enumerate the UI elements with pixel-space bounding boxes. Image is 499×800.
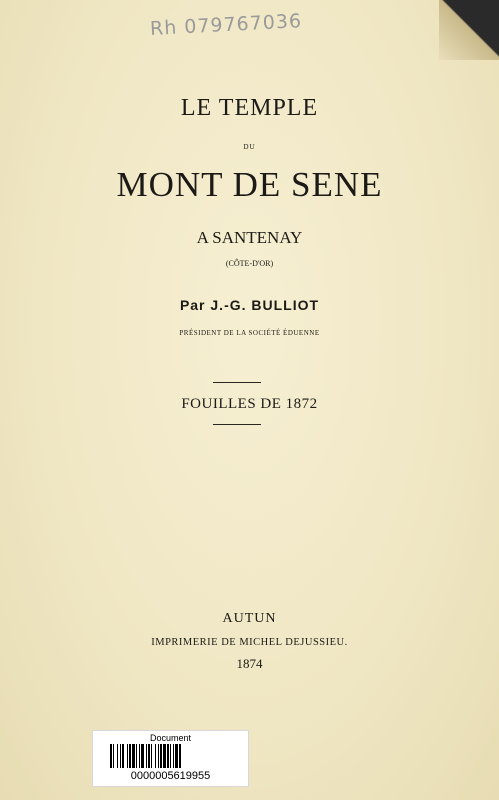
library-barcode-label — [92, 730, 249, 787]
handwritten-shelfmark: Rh 079767036 — [149, 10, 303, 40]
title-line-2: MONT DE SENE — [116, 165, 383, 204]
title-line-1: LE TEMPLE — [180, 95, 319, 121]
title-place: A SANTENAY — [196, 228, 303, 247]
label-title: Document — [149, 733, 192, 743]
divider-bottom — [213, 424, 261, 425]
title-region: (CÔTE-D'OR) — [225, 259, 274, 268]
subtitle: FOUILLES DE 1872 — [181, 396, 318, 412]
author-role: PRÉSIDENT DE LA SOCIÉTÉ ÉDUENNE — [179, 329, 320, 337]
author-byline: Par J.-G. BULLIOT — [179, 297, 320, 313]
title-du: DU — [243, 143, 256, 151]
imprint-city: AUTUN — [222, 611, 277, 626]
imprint-year: 1874 — [236, 656, 263, 671]
barcode-icon — [110, 744, 231, 768]
imprint-printer: IMPRIMERIE DE MICHEL DEJUSSIEU. — [151, 637, 348, 648]
label-number: 0000005619955 — [130, 770, 211, 782]
divider-top — [213, 382, 261, 383]
folded-corner — [439, 0, 499, 60]
